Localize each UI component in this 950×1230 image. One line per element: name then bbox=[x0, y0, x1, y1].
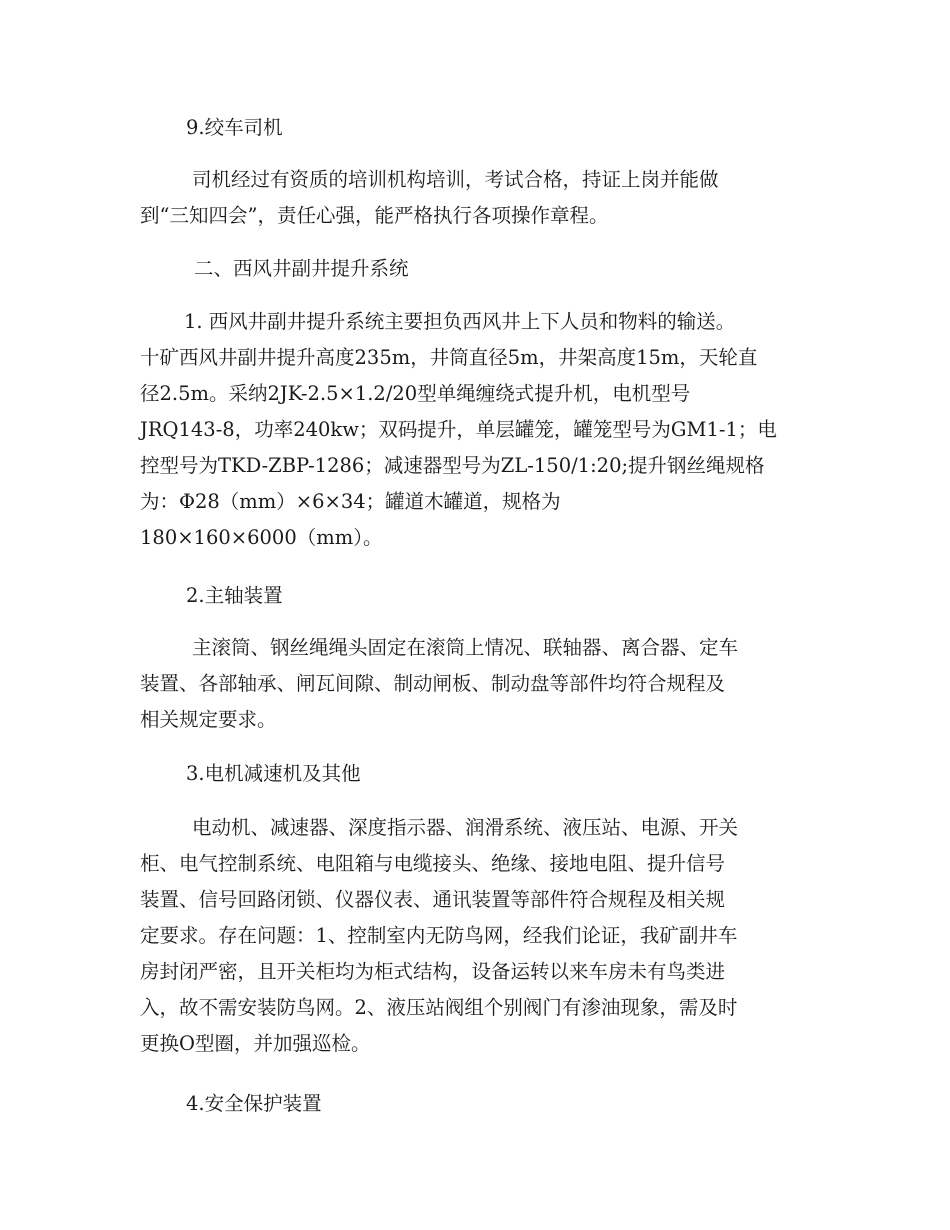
paragraph-line: 入，故不需安装防鸟网。2、液压站阀组个别阀门有渗油现象，需及时 bbox=[140, 996, 738, 1019]
paragraph-line: 1. 西风井副井提升系统主要担负西风井上下人员和物料的输送。 bbox=[184, 310, 736, 333]
paragraph-line: 更换O型圈，并加强巡检。 bbox=[140, 1032, 371, 1055]
paragraph-main-shaft bbox=[140, 630, 810, 738]
section-heading-winch-driver: 9.绞车司机 bbox=[186, 116, 283, 139]
paragraph-line: 电动机、减速器、深度指示器、润滑系统、液压站、电源、开关 bbox=[192, 816, 739, 839]
paragraph-motor-reducer bbox=[140, 810, 810, 1062]
paragraph-hoist-overview bbox=[140, 304, 810, 556]
paragraph-line: 装置、信号回路闭锁、仪器仪表、通讯装置等部件符合规程及相关规 bbox=[140, 888, 726, 911]
paragraph-line: 司机经过有资质的培训机构培训，考试合格，持证上岗并能做 bbox=[192, 168, 719, 191]
paragraph-line: 为：Φ28（mm）×6×34；罐道木罐道，规格为 bbox=[140, 490, 561, 513]
paragraph-line: 定要求。存在问题：1、控制室内无防鸟网，经我们论证，我矿副井车 bbox=[140, 924, 738, 947]
section-heading-main-shaft: 2.主轴装置 bbox=[186, 584, 283, 607]
paragraph-winch-driver bbox=[140, 162, 810, 234]
paragraph-line: 主滚筒、钢丝绳绳头固定在滚筒上情况、联轴器、离合器、定车 bbox=[192, 636, 739, 659]
section-heading-hoist-system: 二、西风井副井提升系统 bbox=[194, 257, 409, 280]
paragraph-line: 柜、电气控制系统、电阻箱与电缆接头、绝缘、接地电阻、提升信号 bbox=[140, 852, 726, 875]
paragraph-line: 径2.5m。采纳2JK-2.5×1.2/20型单绳缠绕式提升机，电机型号 bbox=[140, 382, 691, 405]
paragraph-line: 房封闭严密，且开关柜均为柜式结构，设备运转以来车房未有鸟类进 bbox=[140, 960, 726, 983]
paragraph-line: 控型号为TKD-ZBP-1286；减速器型号为ZL-150/1:20;提升钢丝绳规格 bbox=[140, 454, 765, 477]
paragraph-line: JRQ143-8，功率240kw；双码提升，单层罐笼，罐笼型号为GM1-1；电 bbox=[140, 418, 777, 441]
section-heading-safety-protection: 4.安全保护装置 bbox=[186, 1092, 322, 1115]
paragraph-line: 到“三知四会”，责任心强，能严格执行各项操作章程。 bbox=[140, 204, 609, 227]
paragraph-line: 相关规定要求。 bbox=[140, 708, 277, 731]
paragraph-line: 装置、各部轴承、闸瓦间隙、制动闸板、制动盘等部件均符合规程及 bbox=[140, 672, 726, 695]
paragraph-line: 十矿西风井副井提升高度235m，井筒直径5m，井架高度15m，天轮直 bbox=[140, 346, 758, 369]
paragraph-line: 180×160×6000（mm）。 bbox=[140, 526, 383, 549]
section-heading-motor-reducer: 3.电机减速机及其他 bbox=[186, 762, 361, 785]
